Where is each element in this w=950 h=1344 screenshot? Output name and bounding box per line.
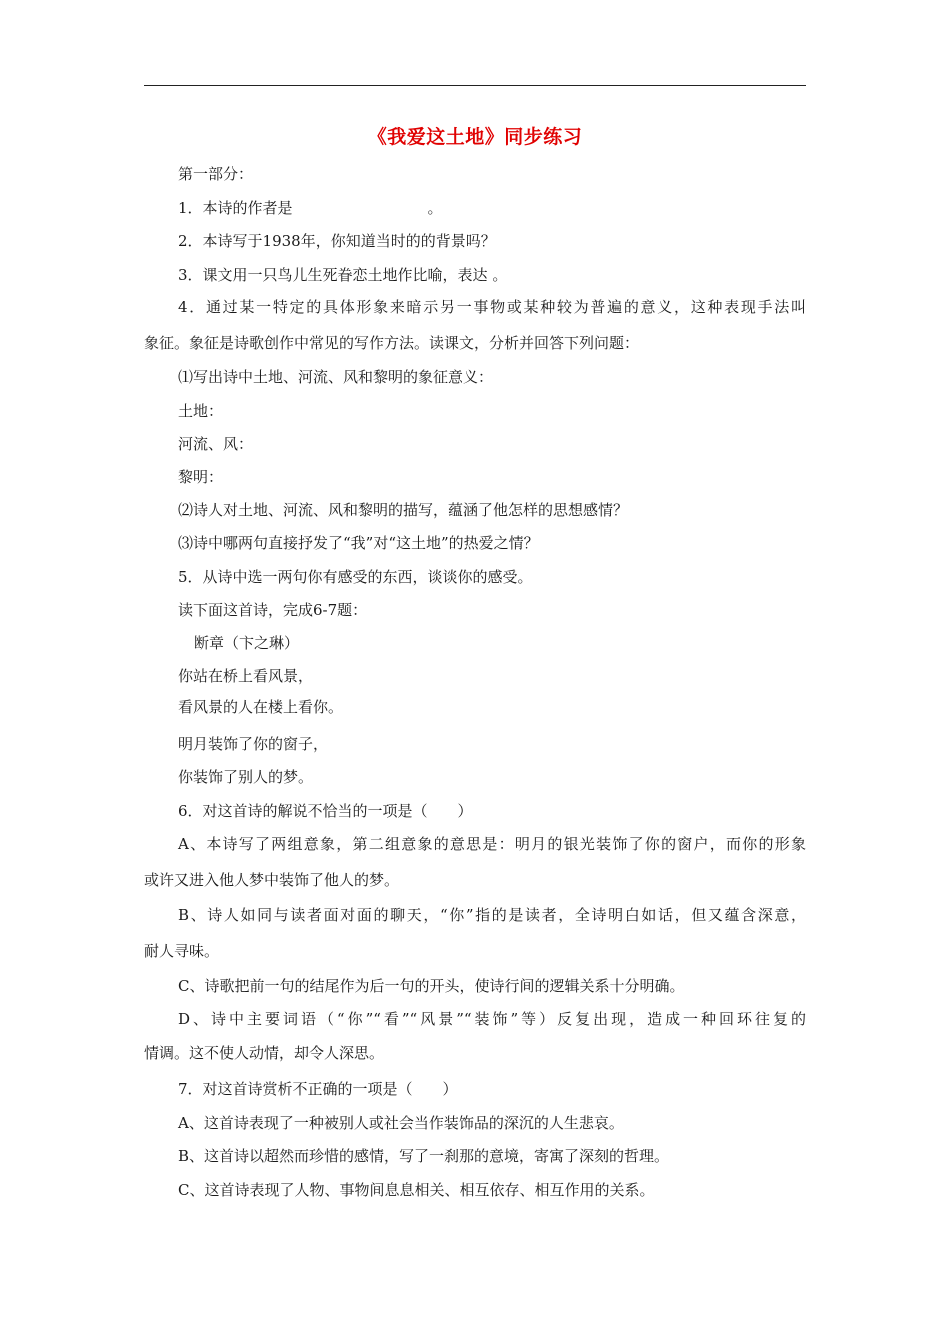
- poem-line-3: 明月装饰了你的窗子，: [178, 735, 329, 753]
- header-rule: [144, 85, 806, 86]
- question-2: 2．本诗写于1938年，你知道当时的的背景吗？: [178, 232, 496, 250]
- poem-line-2: 看风景的人在楼上看你。: [178, 698, 344, 716]
- question-6-option-b-line2: 耐人寻味。: [144, 942, 220, 960]
- question-7-option-a: A、这首诗表现了一种被别人或社会当作装饰品的深沉的人生悲哀。: [178, 1114, 624, 1132]
- question-4-sub3: ⑶诗中哪两句直接抒发了“我”对“这土地”的热爱之情？: [178, 534, 539, 552]
- answer-label-land: 土地：: [178, 402, 224, 420]
- question-4-sub1: ⑴写出诗中土地、河流、风和黎明的象征意义：: [178, 368, 494, 386]
- question-6-option-b-line1: B、诗人如同与读者面对面的聊天，“你”指的是读者，全诗明白如话，但又蕴含深意，: [178, 906, 806, 924]
- answer-label-river-wind: 河流、风：: [178, 435, 254, 453]
- question-1: 1．本诗的作者是 。: [178, 199, 443, 217]
- poem-instruction: 读下面这首诗，完成6-7题：: [178, 601, 368, 619]
- answer-label-dawn: 黎明：: [178, 468, 224, 486]
- question-5: 5．从诗中选一两句你有感受的东西，谈谈你的感受。: [178, 568, 533, 586]
- section-heading: 第一部分：: [178, 165, 254, 183]
- document-title: 《我爱这土地》同步练习: [367, 126, 583, 148]
- question-6-option-c: C、诗歌把前一句的结尾作为后一句的开头，使诗行间的逻辑关系十分明确。: [178, 977, 685, 995]
- question-3: 3．课文用一只鸟儿生死眷恋土地作比喻，表达 。: [178, 266, 508, 284]
- question-7: 7．对这首诗赏析不正确的一项是（ ）: [178, 1080, 458, 1098]
- question-6: 6．对这首诗的解说不恰当的一项是（ ）: [178, 802, 473, 820]
- question-6-option-d-line1: D、诗中主要词语（“你”“看”“风景”“装饰”等）反复出现，造成一种回环往复的: [178, 1010, 806, 1028]
- question-4-line1: 4．通过某一特定的具体形象来暗示另一事物或某种较为普遍的意义，这种表现手法叫: [178, 298, 806, 316]
- question-6-option-a-line1: A、本诗写了两组意象，第二组意象的意思是：明月的银光装饰了你的窗户，而你的形象: [178, 835, 806, 853]
- question-4-line2: 象征。象征是诗歌创作中常见的写作方法。读课文，分析并回答下列问题：: [144, 334, 640, 352]
- question-4-sub2: ⑵诗人对土地、河流、风和黎明的描写，蕴涵了他怎样的思想感情？: [178, 501, 629, 519]
- question-6-option-d-line2: 情调。这不使人动情，却令人深思。: [144, 1044, 385, 1062]
- question-6-option-a-line2: 或许又进入他人梦中装饰了他人的梦。: [144, 871, 400, 889]
- poem-line-1: 你站在桥上看风景，: [178, 667, 314, 685]
- question-7-option-b: B、这首诗以超然而珍惜的感情，写了一刹那的意境，寄寓了深刻的哲理。: [178, 1147, 670, 1165]
- poem-title: 断章（卞之琳）: [194, 634, 300, 652]
- poem-line-4: 你装饰了别人的梦。: [178, 768, 314, 786]
- question-7-option-c: C、这首诗表现了人物、事物间息息相关、相互依存、相互作用的关系。: [178, 1181, 655, 1199]
